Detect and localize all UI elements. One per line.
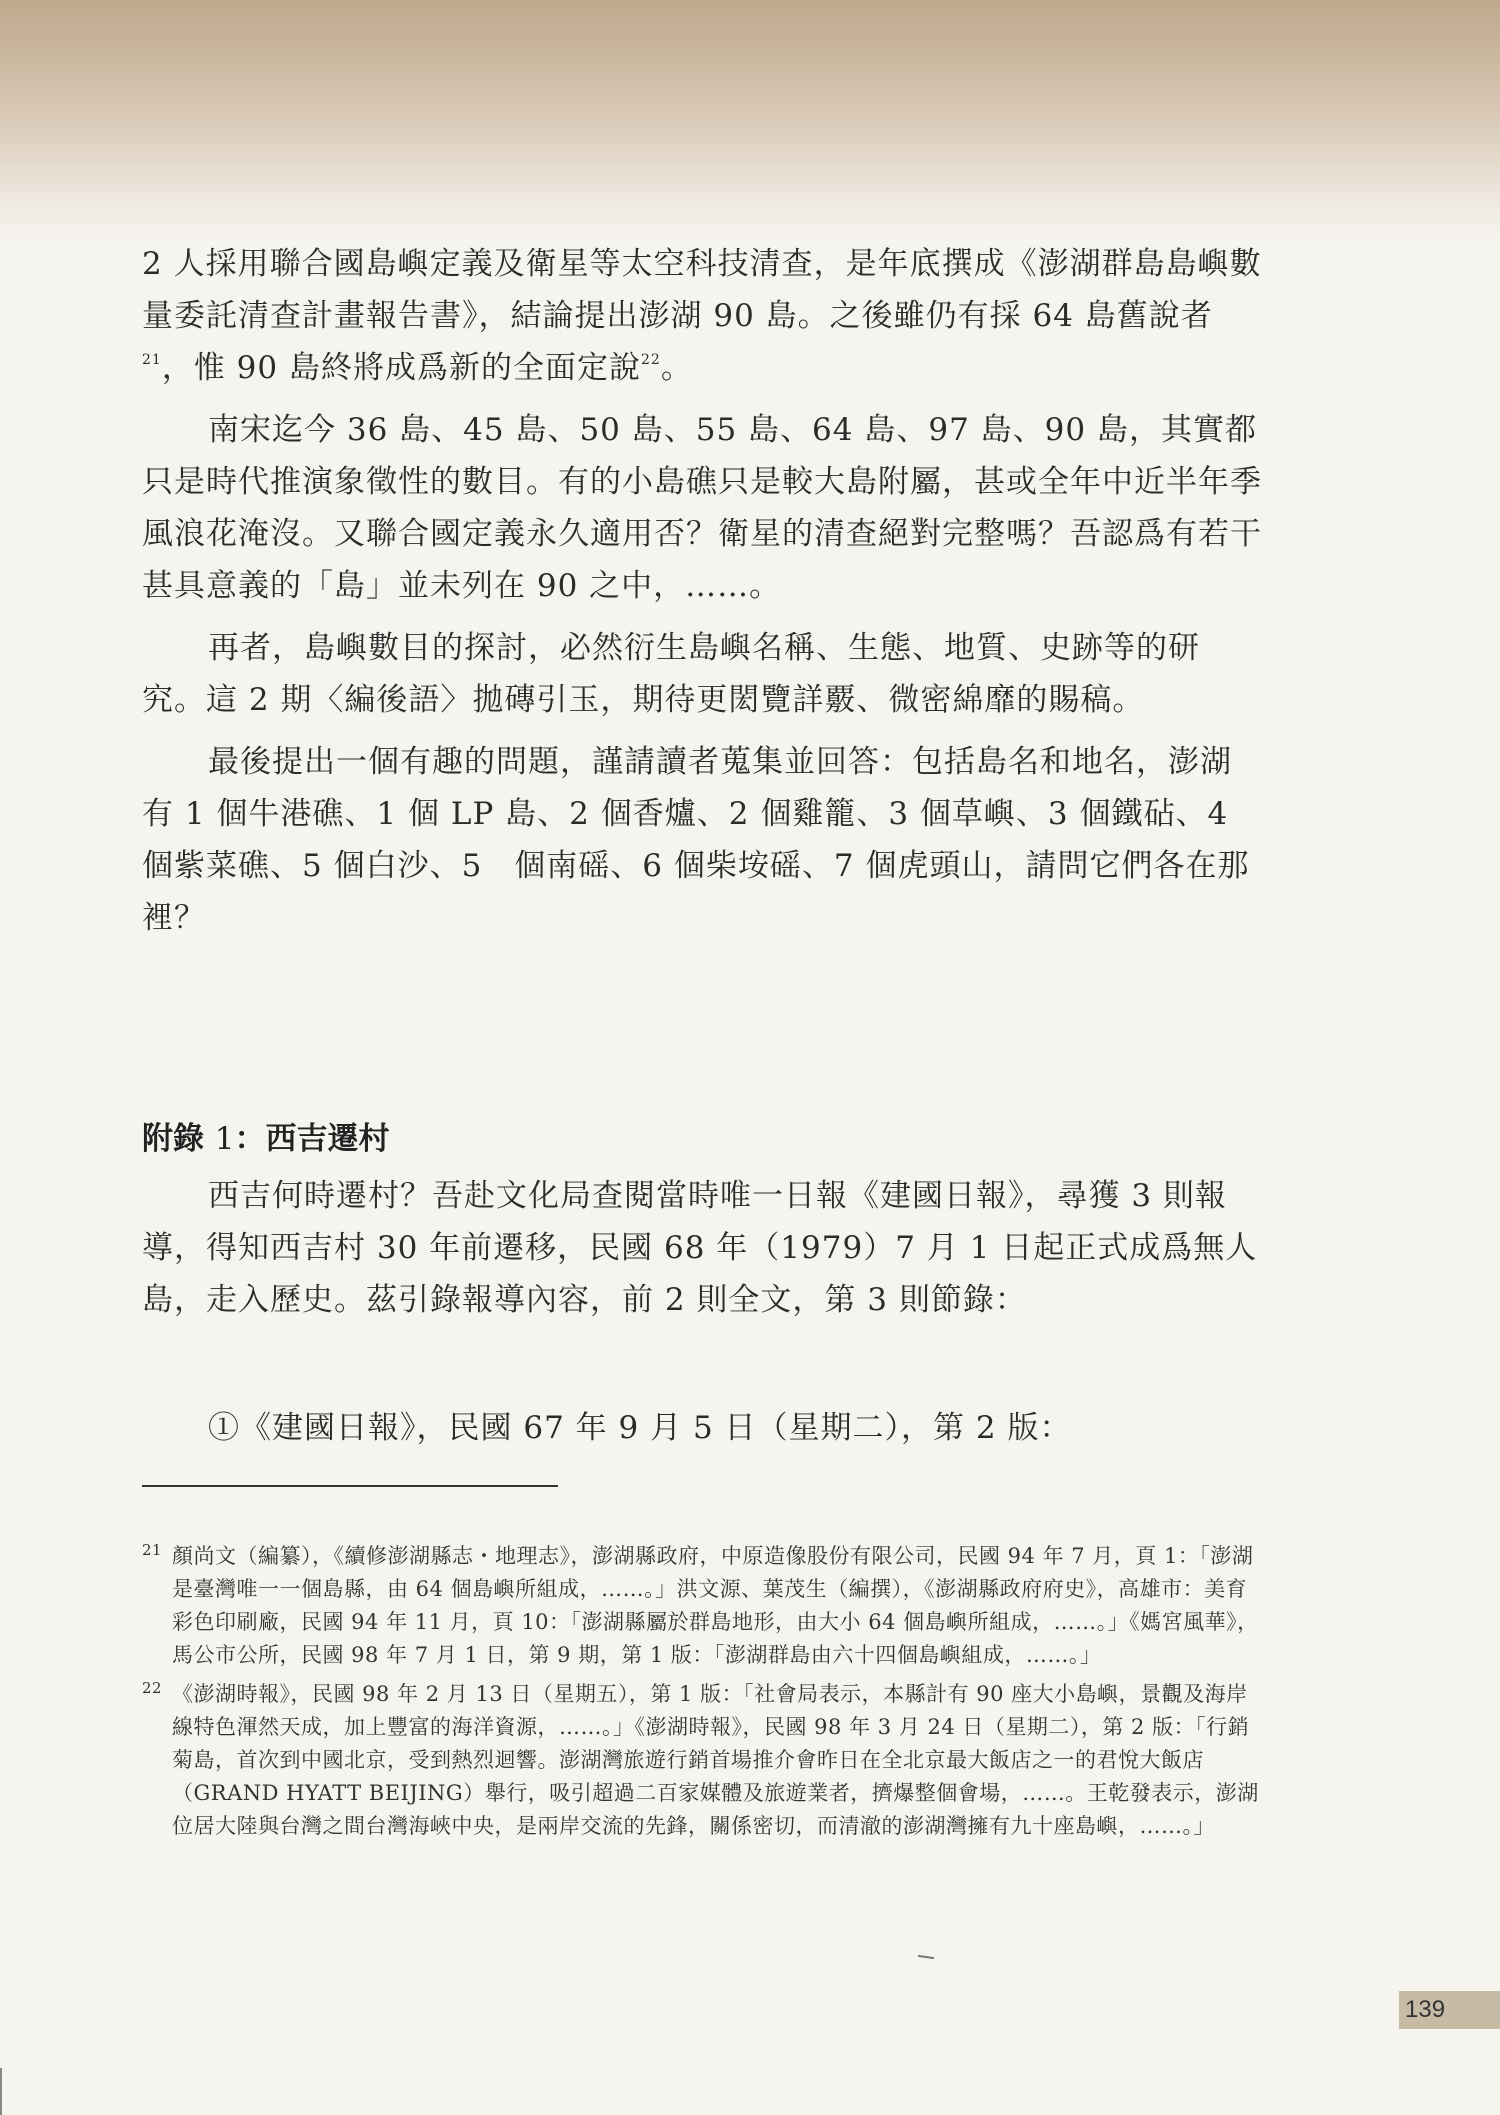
- citation-section: [142, 1402, 1262, 1464]
- page-number: 139: [1399, 1991, 1500, 2029]
- appendix-heading: 附錄 1：西吉遷村: [142, 1121, 390, 1157]
- page-header-band: [0, 0, 1500, 240]
- footnote-ref-22[interactable]: 22: [640, 352, 661, 368]
- paragraph-2: 南宋迄今 36 島、45 島、50 島、55 島、64 島、97 島、90 島，其實都只是時代推演象徵性的數目。有的小島礁只是較大島附屬，甚或全年中近半年季風浪花淹沒。又聯合國定義永久適用否？衛星的清查絕對完整嗎？吾認爲有若干甚具意義的「島」並未列在 90 之中，……。: [142, 412, 1262, 604]
- bleed-through-shadow: [660, 940, 1280, 1090]
- paragraph-4: 最後提出一個有趣的問題，謹請讀者蒐集並回答：包括島名和地名，澎湖有 1 個牛港礁、1 個 LP 島、2 個香爐、2 個雞籠、3 個草嶼、3 個鐵砧、4 個紫菜礁、5 個白沙、5 個南磘、6 個柴垵磘、7 個虎頭山，請問它們各在那裡？: [142, 744, 1250, 936]
- footnote-divider: [142, 1485, 558, 1487]
- scan-mark: [918, 1955, 934, 1959]
- footnotes: [142, 1540, 1260, 1849]
- paragraph-3: 再者，島嶼數目的探討，必然衍生島嶼名稱、生態、地質、史跡等的研究。這 2 期〈編後語〉拋磚引玉，期待更閎覽詳覈、微密綿靡的賜稿。: [142, 630, 1200, 718]
- footnote-ref-21[interactable]: 21: [142, 352, 162, 368]
- paragraph-1: 2 人採用聯合國島嶼定義及衛星等太空科技清查，是年底撰成《澎湖群島島嶼數量委託清查計畫報告書》，結論提出澎湖 90 島。之後雖仍有採 64 島舊說者$^{21}$，惟 90 島終將成爲新的全面定說$^{22}$。: [142, 246, 1262, 386]
- body-section: [142, 238, 1262, 954]
- citation-line: ①《建國日報》，民國 67 年 9 月 5 日（星期二），第 2 版：: [208, 1410, 1072, 1446]
- appendix-paragraph: 西吉何時遷村？吾赴文化局查閱當時唯一日報《建國日報》，尋獲 3 則報導，得知西吉村 30 年前遷移，民國 68 年（1979）7 月 1 日起正式成爲無人島，走入歷史。茲引錄報導內容，前 2 則全文，第 3 則節錄：: [142, 1178, 1258, 1318]
- scan-edge-line: [0, 2068, 2, 2115]
- footnote-21: 21 顏尚文（編纂），《續修澎湖縣志・地理志》，澎湖縣政府，中原造像股份有限公司，民國 94 年 7 月，頁 1：「澎湖是臺灣唯一一個島縣，由 64 個島嶼所組成，……。」洪文源、葉茂生（編撰），《澎湖縣政府府史》，高雄市：美育彩色印刷廠，民國 94 年 11 月，頁 10：「澎湖縣屬於群島地形，由大小 64 個島嶼所組成，……。」《媽宮風華》，馬公市公所，民國 98 年 7 月 1 日，第 9 期，第 1 版：「澎湖群島由六十四個島嶼組成，……。」: [142, 1541, 1259, 1667]
- footnote-22: 22 《澎湖時報》，民國 98 年 2 月 13 日（星期五），第 1 版：「社會局表示，本縣計有 90 座大小島嶼，景觀及海岸線特色渾然天成，加上豐富的海洋資源，……。」《澎湖時報》，民國 98 年 3 月 24 日（星期二），第 2 版：「行銷菊島，首次到中國北京，受到熱烈迴響。澎湖灣旅遊行銷首場推介會昨日在全北京最大飯店之一的君悅大飯店（GRAND HYATT BEIJING）舉行，吸引超過二百家媒體及旅遊業者，擠爆整個會場，……。王乾發表示，澎湖位居大陸與台灣之間台灣海峽中央，是兩岸交流的先鋒，關係密切，而清澈的澎湖灣擁有九十座島嶼，……。」: [142, 1679, 1259, 1838]
- appendix-section: [142, 1170, 1262, 1336]
